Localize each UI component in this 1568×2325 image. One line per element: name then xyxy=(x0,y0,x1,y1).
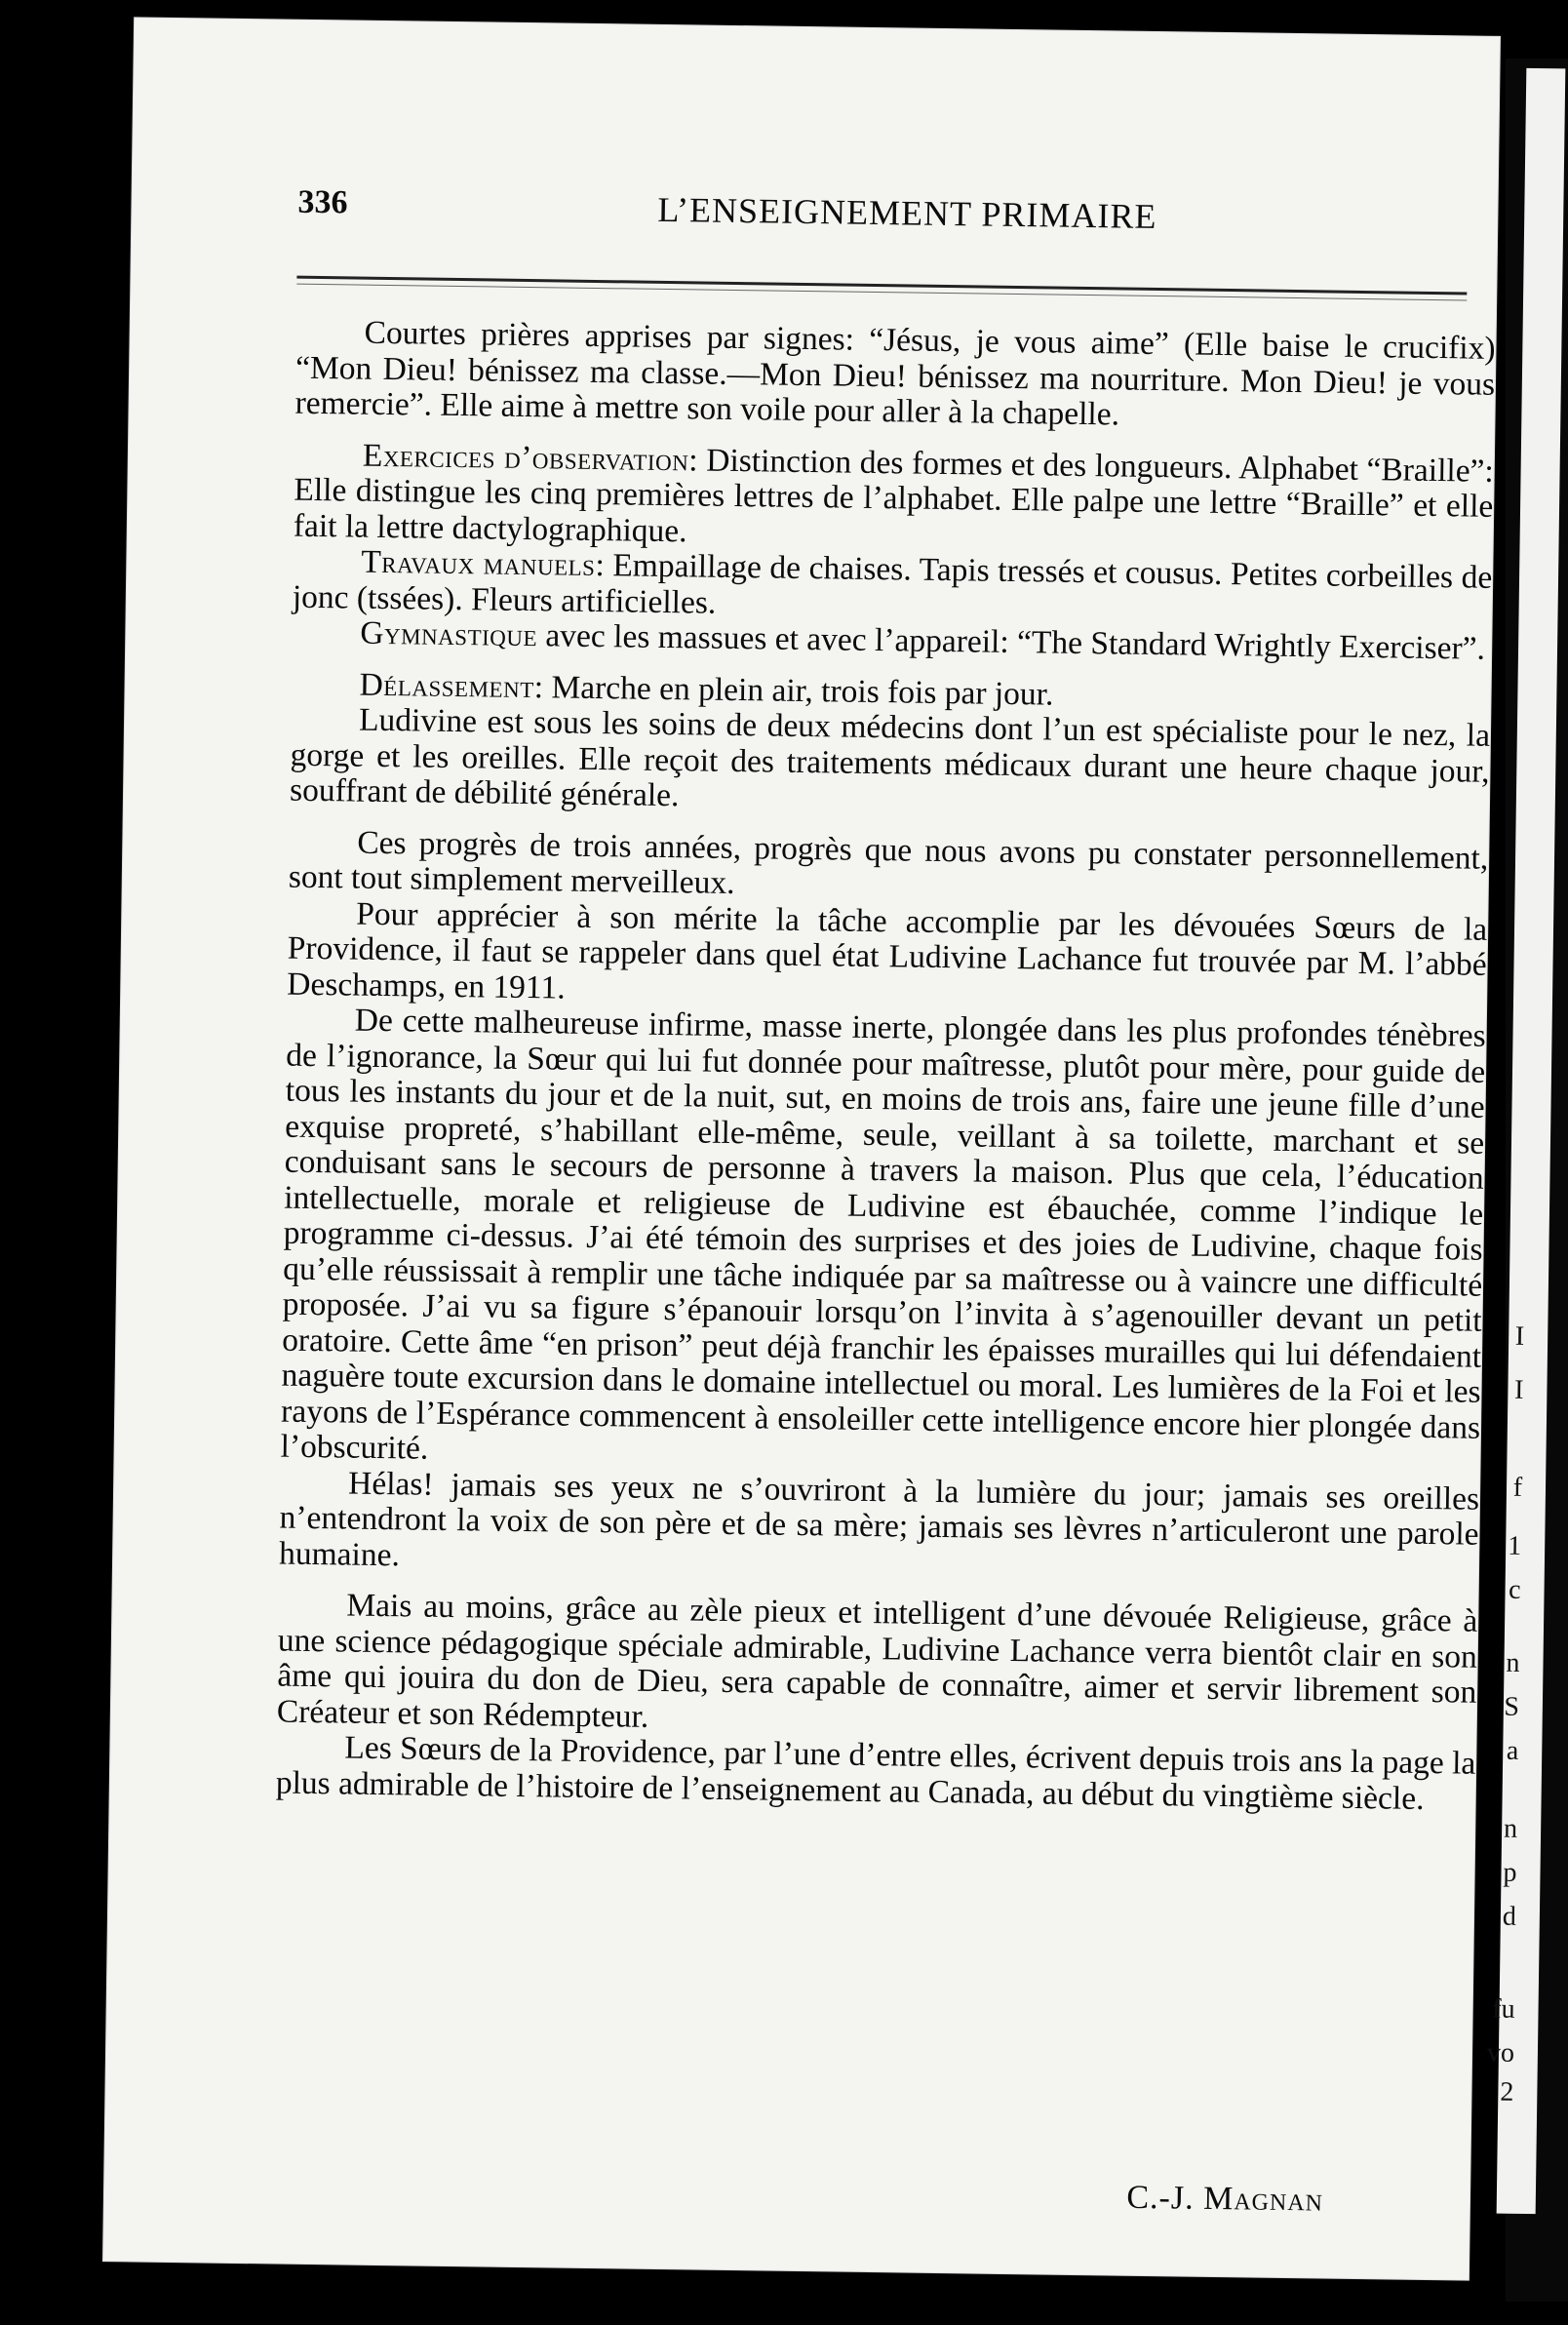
paragraph-text: De cette malheureuse infirme, masse inerte, plongée dans les plus profondes ténèbres de l’ignorance, la Sœur qui lui fut donnée pour maîtresse, plutôt pour mère, pour guide de tous les instants du jour et de la nuit, sut, en moins de trois ans, faire une jeune fille d’une exquise propreté, s’habillant elle-même, seule, veillant à sa toilette, marchant et se conduisant sans le secours de personne à travers la maison. Plus que cela, l’éducation intellectuelle, morale et religieuse de Ludivine est ébauchée, comme l’indique le programme ci-dessus. J’ai été témoin des surprises et des joies de Ludivine, chaque fois qu’elle réussissait à remplir une tâche indiquée par sa maîtresse ou à vaincre une difficulté proposée. J’ai vu sa figure s’épanouir lorsqu’on l’invita à s’agenouiller devant un petit oratoire. Cette âme “en prison” peut déjà franchir les épaisses murailles qui lui défendaient naguère toute excursion dans le domaine intellectuel ou moral. Les lumières de la Foi et les rayons de l’Espérance commencent à ensoleiller cette intelligence encore hier plongée dans l’obscurité. xyxy=(280,1002,1486,1467)
paragraph xyxy=(290,702,1490,826)
paragraph-text: Mais au moins, grâce au zèle pieux et intelligent d’une dévouée Religieuse, grâce à une science pédagogique spéciale admirable, Ludivine Lachance verra bientôt clair en son âme qui jouira du don de Dieu, sera capable de connaître, aimer et servir librement son Créateur et son Rédempteur. xyxy=(276,1587,1478,1735)
facing-page-fragment: n xyxy=(1506,1647,1520,1678)
section-lead: Gymnastique xyxy=(360,614,538,654)
paragraph xyxy=(294,437,1494,561)
paragraph-text: Pour apprécier à son mérite la tâche accomplie par les dévouées Sœurs de la Providence, il faut se rappeler dans quel état Ludivine Lachance fut trouvée par M. l’abbé Deschamps, en 1911. xyxy=(287,895,1488,1006)
paragraph-text: Ludivine est sous les soins de deux médecins dont l’un est spécialiste pour le nez, la gorge et les oreilles. Elle reçoit des traitements médicaux durant une heure chaque jour, souffrant de débilité générale. xyxy=(289,701,1491,814)
paragraph-text: Les Sœurs de la Providence, par l’une d’entre elles, écrivent depuis trois ans la page la plus admirable de l’histoire de l’enseignement au Canada, au début du vingtième siècle. xyxy=(275,1729,1476,1817)
page-header xyxy=(297,184,1517,259)
paragraph-text: avec les massues et avec l’appareil: “The Standard Wrightly Exerciser”. xyxy=(536,617,1486,667)
paragraph-text: Hélas! jamais ses yeux ne s’ouvriront à la lumière du jour; jamais ses oreilles n’entendront la voix de son père et de sa mère; jamais ses lèvres n’articuleront une parole humaine. xyxy=(278,1465,1480,1573)
paragraph-text: Courtes prières apprises par signes: “Jésus, je vous aime” (Elle baise le crucifix) “Mon Dieu! bénissez ma classe.—Mon Dieu! bénissez ma nourriture. Mon Dieu! je vous remercie”. Elle aime à mettre son voile pour aller à la chapelle. xyxy=(294,314,1496,433)
paragraph-text: : Empaillage de chaises. Tapis tressés et cousus. Petites corbeilles de jonc (tssées). Fleurs artificielles. xyxy=(292,546,1493,621)
section-lead: Exercices d’observation xyxy=(362,437,689,478)
facing-page-fragment: f xyxy=(1512,1472,1523,1503)
facing-page-fragment: d xyxy=(1502,1901,1517,1932)
running-title: L’ENSEIGNEMENT PRIMAIRE xyxy=(657,189,1157,236)
paragraph xyxy=(294,315,1495,439)
author-signature: C.-J. Magnan xyxy=(1126,2179,1324,2219)
section-lead: Travaux manuels xyxy=(361,543,596,583)
paragraph xyxy=(276,1730,1476,1818)
facing-page-fragment: 2 xyxy=(1500,2076,1514,2108)
facing-page-fragment: vo xyxy=(1486,2037,1515,2069)
facing-page-fragment: S xyxy=(1504,1691,1520,1722)
facing-page-fragment: I xyxy=(1513,1374,1524,1405)
page-number: 336 xyxy=(297,183,348,221)
facing-page-fragment: 1 xyxy=(1507,1530,1522,1561)
facing-page-fragment: I xyxy=(1514,1320,1525,1352)
book-page xyxy=(103,18,1500,2279)
paragraph-text: Ces progrès de trois années, progrès que nous avons pu constater personnellement, sont tout simplement merveilleux. xyxy=(288,824,1489,902)
body-text xyxy=(276,315,1496,1818)
paragraph xyxy=(277,1588,1478,1747)
facing-page-fragment: p xyxy=(1503,1857,1517,1888)
paragraph-text: : Distinction des formes et des longueurs. Alphabet “Braille”: Elle distingue les cinq premières lettres de l’alphabet. Elle palpe une lettre “Braille” et elle fait la lettre dactylographique. xyxy=(293,441,1495,549)
facing-page-fragment: n xyxy=(1503,1813,1518,1844)
facing-page-fragment: c xyxy=(1508,1574,1521,1605)
paragraph xyxy=(287,895,1487,1019)
section-lead: Délassement xyxy=(359,666,535,705)
facing-page-fragment: fu xyxy=(1492,1993,1515,2025)
facing-page-fragment: a xyxy=(1506,1735,1519,1766)
paragraph xyxy=(280,1003,1486,1482)
paragraph-text: : Marche en plein air, trois fois par jour. xyxy=(533,668,1054,713)
paragraph xyxy=(279,1465,1479,1589)
